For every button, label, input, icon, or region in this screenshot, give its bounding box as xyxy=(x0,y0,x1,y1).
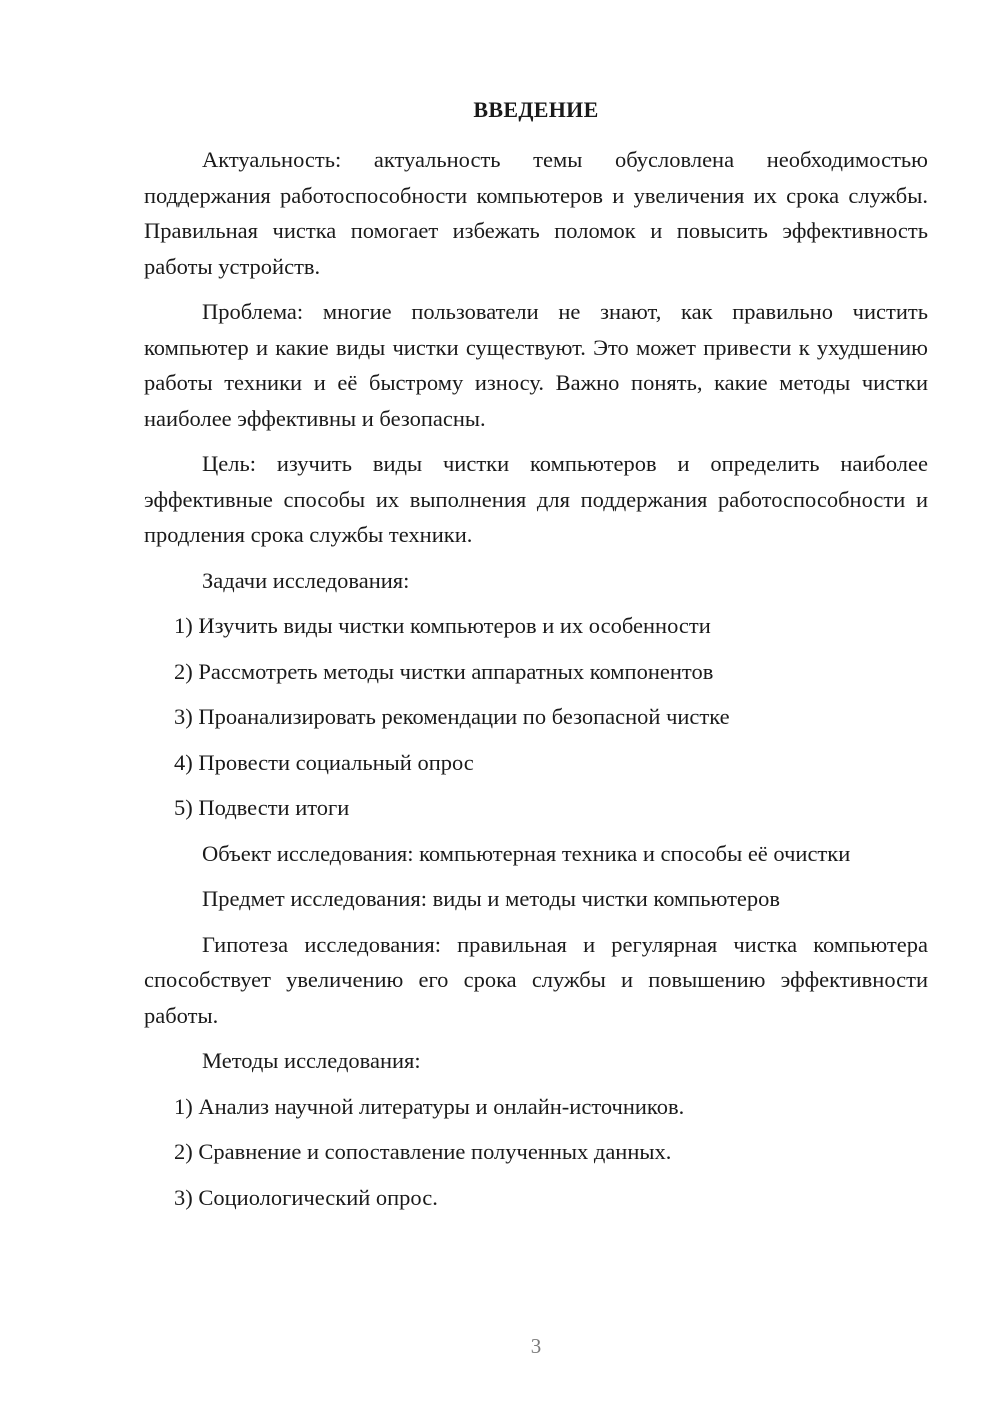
methods-list xyxy=(144,1089,928,1216)
document-body xyxy=(144,142,928,1225)
list-item: 4) Провести социальный опрос xyxy=(174,749,474,775)
list-item: 2) Рассмотреть методы чистки аппаратных компонентов xyxy=(174,658,714,684)
list-item: 3) Проанализировать рекомендации по безопасной чистке xyxy=(174,704,730,729)
goal-paragraph: Цель: изучить виды чистки компьютеров и определить наиболее эффективные способы их выполнения для поддержания работоспособности и продления срока службы техники. xyxy=(144,451,928,547)
relevance-paragraph: Актуальность: актуальность темы обусловлена необходимостью поддержания работоспособности компьютеров и увеличения их срока службы. Правильная чистка помогает избежать поломок и повысить эффективность работы устройств. xyxy=(144,147,928,279)
subject-paragraph: Предмет исследования: виды и методы чистки компьютеров xyxy=(202,886,781,911)
list-item: 3) Социологический опрос. xyxy=(174,1184,438,1210)
page-number: 3 xyxy=(530,1334,542,1358)
hypothesis-paragraph: Гипотеза исследования: правильная и регулярная чистка компьютера способствует увеличению его срока службы и повышению эффективности работы. xyxy=(144,931,928,1028)
list-item: 1) Анализ научной литературы и онлайн-источников. xyxy=(174,1093,685,1119)
methods-heading: Методы исследования: xyxy=(202,1048,421,1073)
problem-paragraph: Проблема: многие пользователи не знают, как правильно чистить компьютер и какие виды чистки существуют. Это может привести к ухудшению работы техники и её быстрому износу. Важно понять, какие методы чистки наиболее эффективны и безопасны. xyxy=(144,299,928,431)
tasks-heading: Задачи исследования: xyxy=(202,567,410,593)
list-item: 2) Сравнение и сопоставление полученных данных. xyxy=(174,1139,672,1164)
list-item: 1) Изучить виды чистки компьютеров и их особенности xyxy=(174,613,711,638)
list-item: 5) Подвести итоги xyxy=(174,795,350,820)
object-paragraph: Объект исследования: компьютерная техника и способы её очистки xyxy=(202,840,851,866)
page-title: ВВЕДЕНИЕ xyxy=(473,97,599,122)
tasks-list xyxy=(144,608,928,826)
